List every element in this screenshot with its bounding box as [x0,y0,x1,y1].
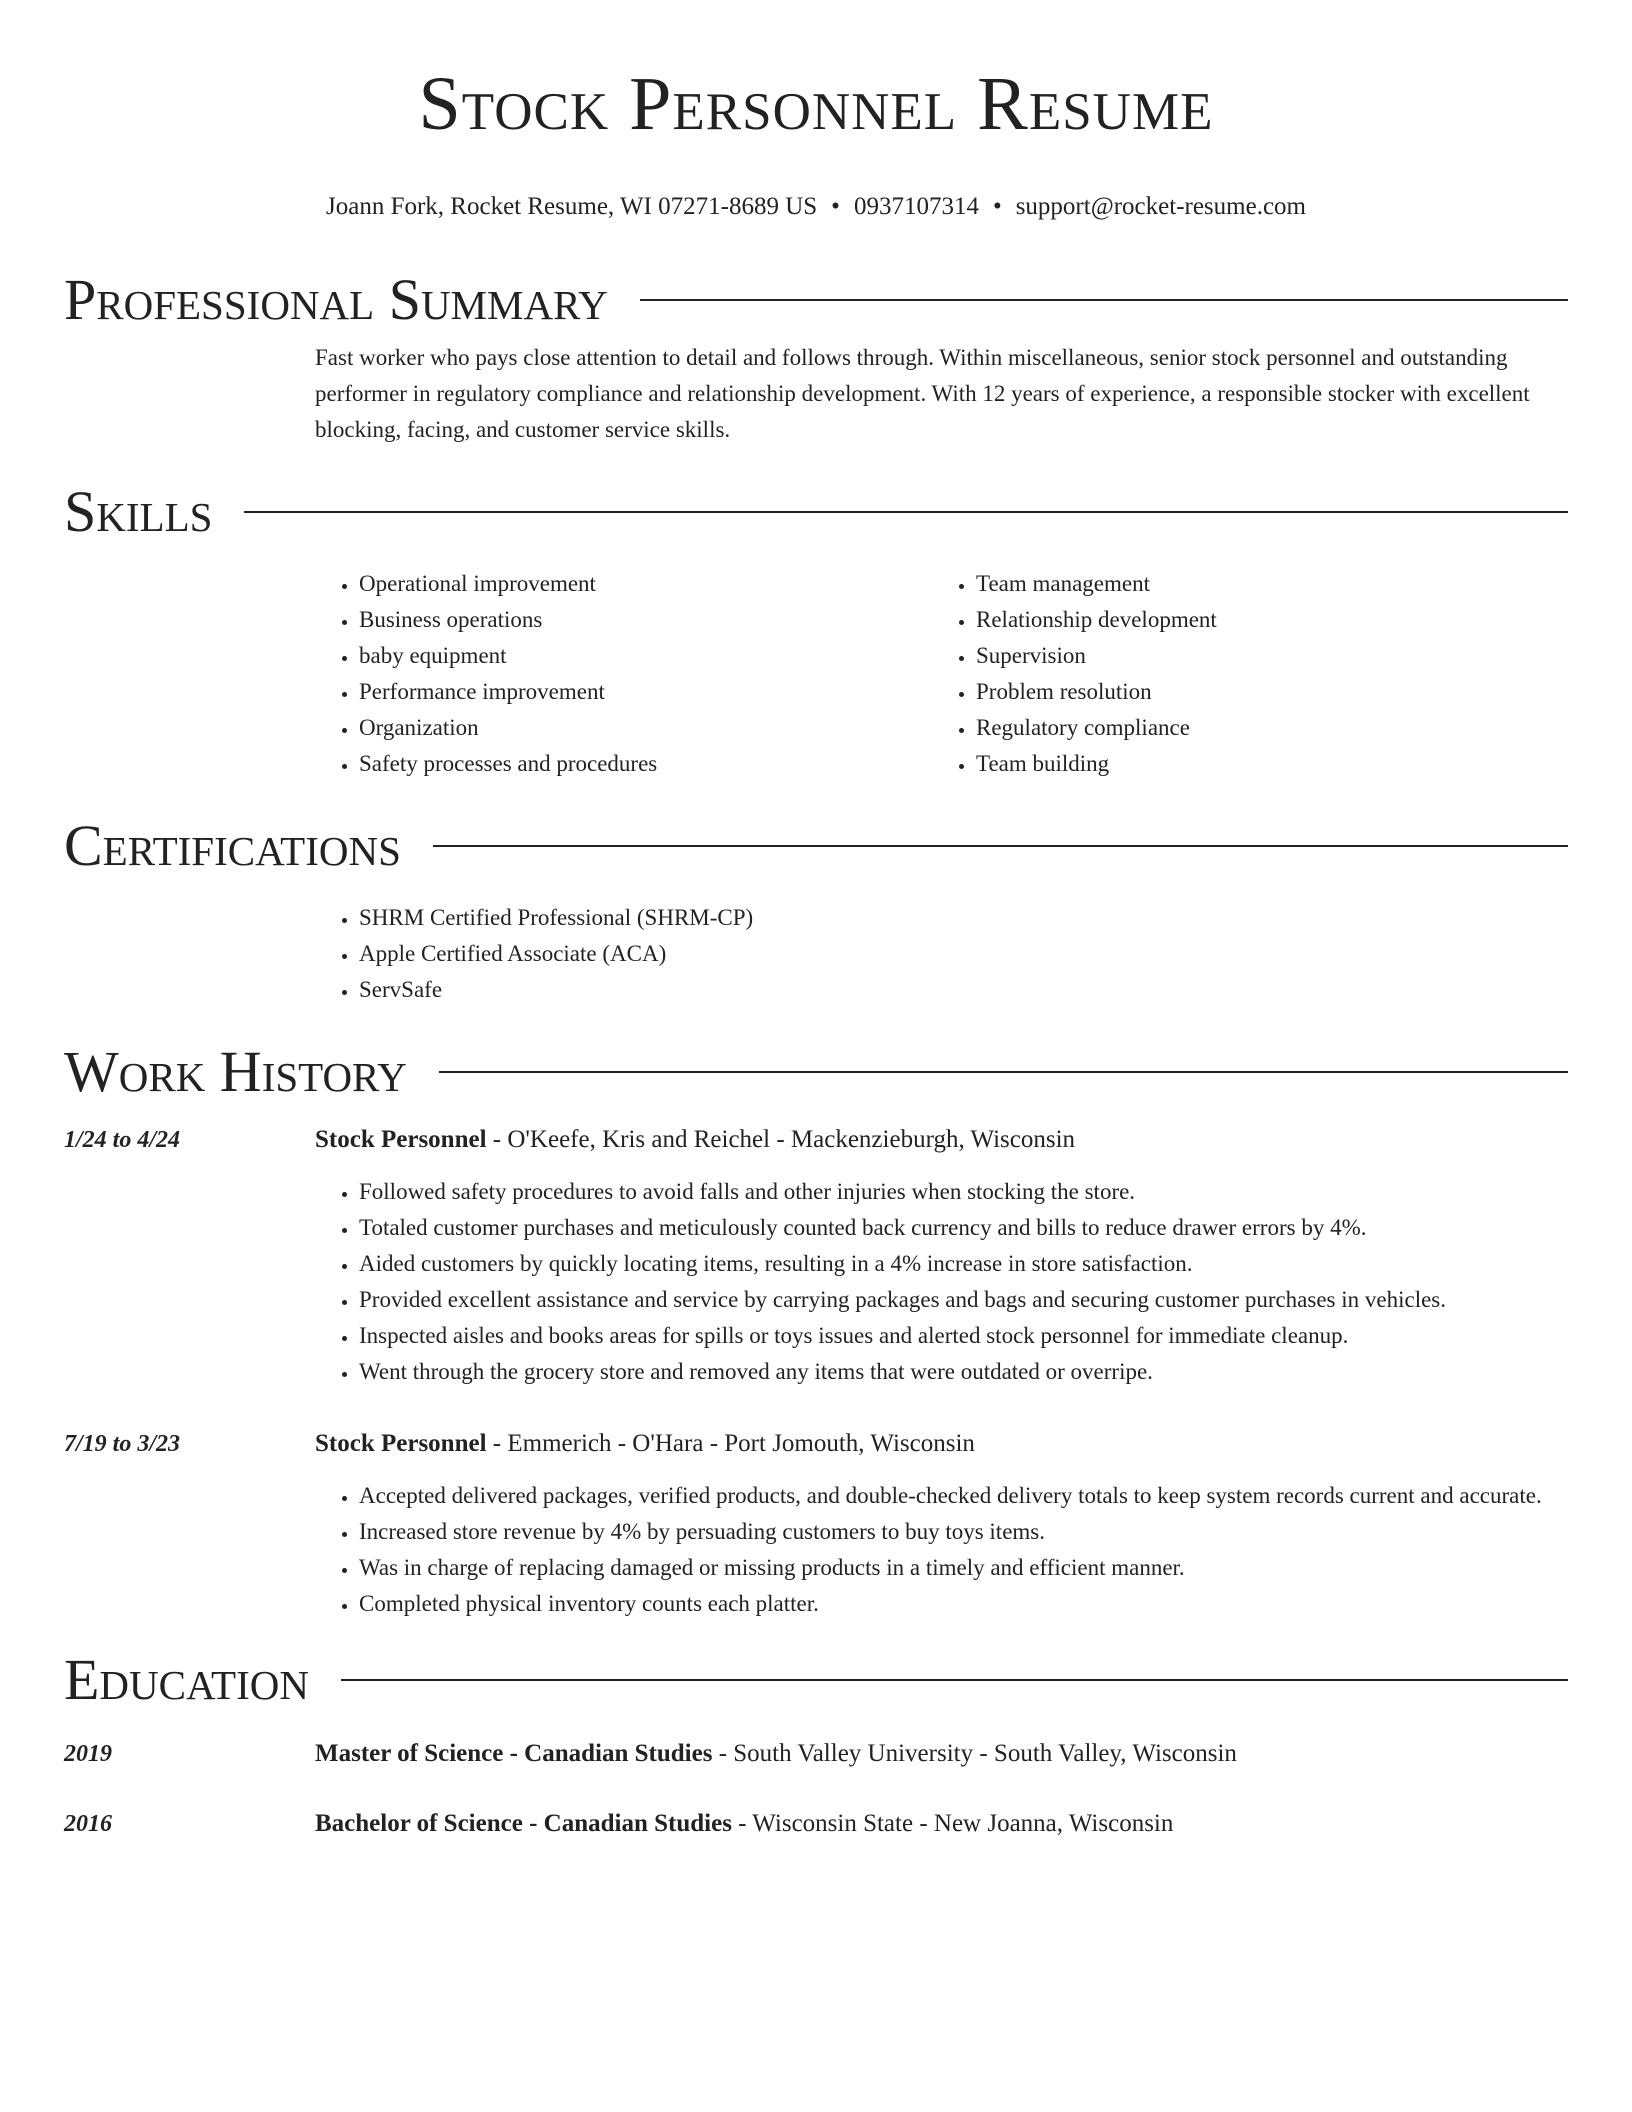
contact-email: support@rocket-resume.com [1015,193,1306,220]
resume-page [64,0,1568,1842]
job-details [315,1122,1568,1390]
education-section-header [64,1648,1568,1712]
skill-item: • baby equipment [359,638,932,674]
job-bullet: • Was in charge of replacing damaged or missing products in a timely and efficient manner. [359,1550,1568,1586]
job-dates: 7/19 to 3/23 [64,1431,181,1457]
skill-item: • Relationship development [976,602,1217,638]
job-employer: - O'Keefe, Kris and Reichel - Mackenzieburgh, Wisconsin [486,1126,1076,1153]
skills-list-left [315,566,932,782]
job-bullet: • Provided excellent assistance and service by carrying packages and bags and securing customer purchases in vehicles. [359,1282,1568,1318]
skill-item: • Operational improvement [359,566,932,602]
job-bullet: • Accepted delivered packages, verified products, and double-checked delivery totals to keep system records current and accurate. [359,1478,1568,1514]
certifications-list [315,900,1568,1008]
job-bullet: • Completed physical inventory counts each platter. [359,1586,1568,1622]
contact-phone: 0937107314 [853,193,979,220]
job-employer: - Emmerich - O'Hara - Port Jomouth, Wisconsin [486,1430,975,1457]
certifications-list-wrapper [315,900,1568,1008]
certification-item: • ServSafe [359,972,1568,1008]
job-heading [315,1426,1568,1462]
certifications-section-header [64,814,1568,878]
contact-address: Joann Fork, Rocket Resume, WI 07271-8689 US [326,193,818,220]
job-bullets [315,1174,1568,1390]
certifications-heading: Certifications [64,813,401,878]
contact-separator: • [992,193,1002,220]
job-heading [315,1122,1568,1158]
skill-item: • Business operations [359,602,932,638]
summary-section-header [64,268,1568,332]
education-degree: Master of Science - Canadian Studies [315,1740,713,1767]
job-bullet: • Inspected aisles and books areas for spills or toys issues and alerted stock personnel for immediate cleanup. [359,1318,1568,1354]
skills-columns [315,566,1568,782]
education-degree: Bachelor of Science - Canadian Studies [315,1810,732,1837]
job-dates: 1/24 to 4/24 [64,1127,181,1153]
education-heading: Education [64,1647,309,1712]
section-divider [244,511,1568,513]
summary-heading: Professional Summary [64,267,608,332]
section-divider [341,1679,1568,1681]
section-divider [439,1071,1568,1073]
education-details [315,1806,1173,1842]
section-divider [640,299,1568,301]
job-bullet: • Increased store revenue by 4% by persuading customers to buy toys items. [359,1514,1568,1550]
education-school: - South Valley University - South Valley, Wisconsin [712,1740,1237,1767]
skills-list-right [932,566,1217,782]
job-bullet: • Followed safety procedures to avoid falls and other injuries when stocking the store. [359,1174,1568,1210]
skill-item: • Problem resolution [976,674,1217,710]
education-year: 2016 [64,1811,112,1837]
skill-item: • Team building [976,746,1217,782]
education-details [315,1736,1237,1772]
certification-item: • SHRM Certified Professional (SHRM-CP) [359,900,1568,936]
education-entry [64,1736,1568,1772]
section-divider [433,845,1568,847]
skill-item: • Safety processes and procedures [359,746,932,782]
work-heading: Work History [64,1039,407,1104]
job-title: Stock Personnel [315,1126,487,1153]
skill-item: • Regulatory compliance [976,710,1217,746]
skill-item: • Team management [976,566,1217,602]
job-details [315,1426,1568,1622]
summary-text: Fast worker who pays close attention to detail and follows through. Within miscellaneous, senior stock personnel and outstanding performer in regulatory compliance and relationship development. With 12 years of experience, a responsible stocker with excellent blocking, facing, and customer service skills. [315,345,1530,442]
education-school: - Wisconsin State - New Joanna, Wisconsin [731,1810,1174,1837]
work-section-header [64,1040,1568,1104]
contact-separator: • [831,193,840,220]
skills-section-header [64,480,1568,544]
education-year: 2019 [64,1741,112,1767]
education-entry [64,1806,1568,1842]
job-bullet: • Went through the grocery store and removed any items that were outdated or overripe. [359,1354,1568,1390]
job-bullet: • Aided customers by quickly locating items, resulting in a 4% increase in store satisfaction. [359,1246,1568,1282]
job-title: Stock Personnel [315,1430,487,1457]
job-entry [64,1426,1568,1622]
skills-heading: Skills [64,479,213,544]
certification-item: • Apple Certified Associate (ACA) [359,936,1568,972]
skill-item: • Organization [359,710,932,746]
resume-title: Stock Personnel Resume [418,62,1214,146]
job-bullets [315,1478,1568,1622]
job-bullet: • Totaled customer purchases and meticulously counted back currency and bills to reduce drawer errors by 4%. [359,1210,1568,1246]
skill-item: • Supervision [976,638,1217,674]
skill-item: • Performance improvement [359,674,932,710]
contact-line [64,192,1568,222]
job-entry [64,1122,1568,1390]
